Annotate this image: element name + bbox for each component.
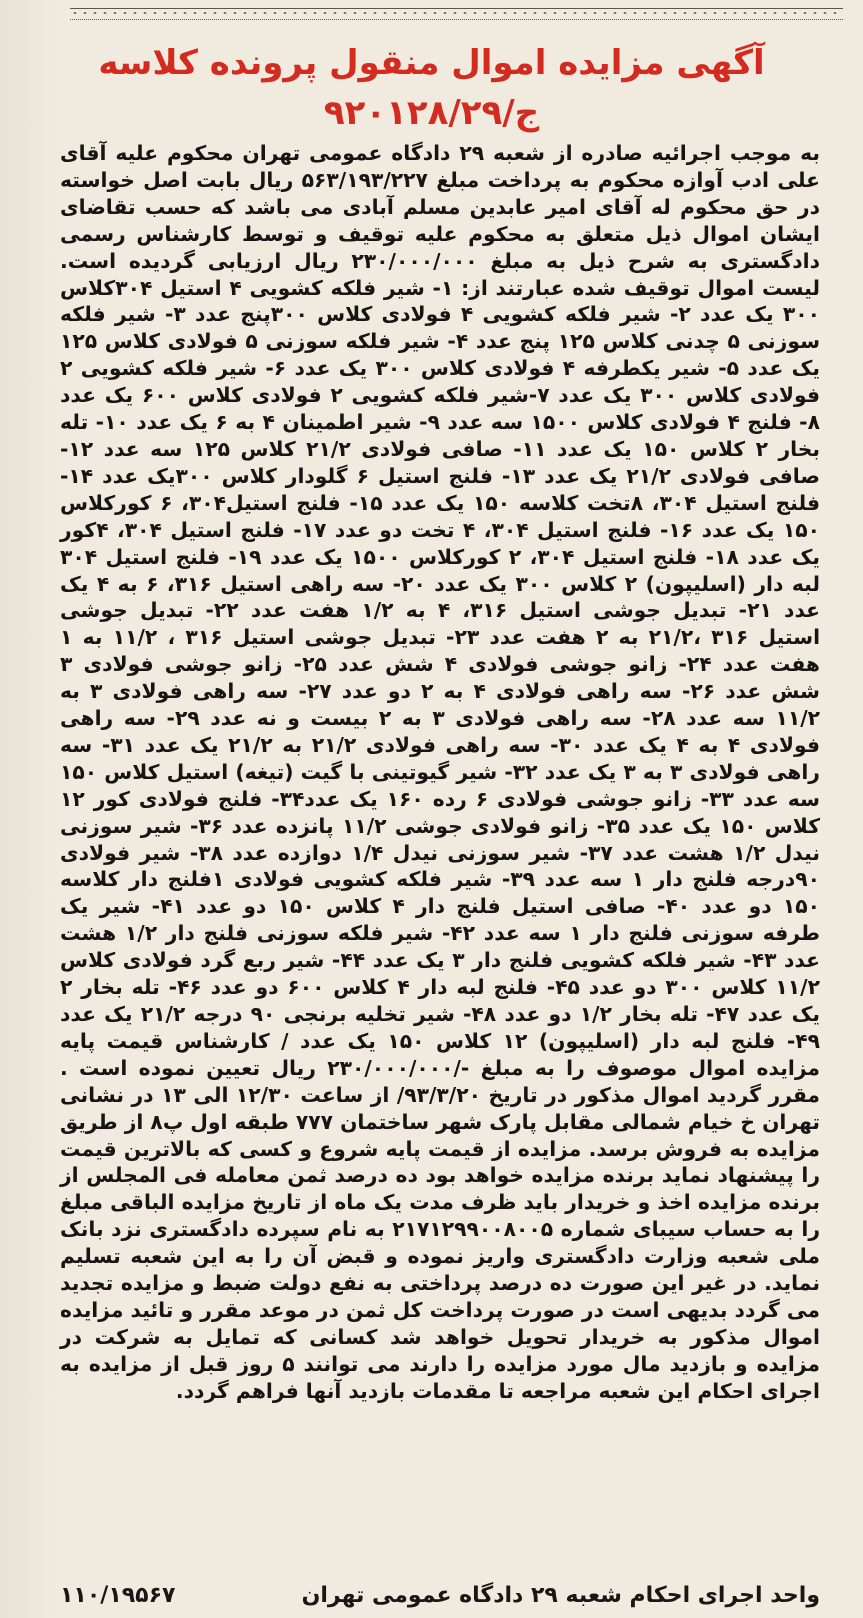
notice-title: آگهی مزایده اموال منقول پرونده کلاسه <box>98 43 765 83</box>
issuer-line: واحد اجرای احکام شعبه ۲۹ دادگاه عمومی تهران <box>301 1582 820 1608</box>
page-edge <box>0 0 58 1618</box>
notice-body: به موجب اجرائیه صادره از شعبه ۲۹ دادگاه عمومی تهران محکوم علیه آقای علی ادب آوازه محکوم به پرداخت مبلغ ۵۶۳/۱۹۳/۲۲۷ ریال بابت اصل خواسته در حق محکوم له آقای امیر عابدین مسلم آبادی می باشد که حسب تقاضای ایشان اموال ذیل متعلق به محکوم علیه توقیف و توسط کارشناس رسمی دادگستری به شرح ذیل به مبلغ ۲۳۰/۰۰۰/۰۰۰ ریال ارزیابی گردیده است. لیست اموال توقیف شده عبارتند از: ۱- شیر فلکه کشویی ۴ استیل ۳۰۴کلاس ۳۰۰ یک عدد ۲- شیر فلکه کشویی ۴ فولادی کلاس ۳۰۰پنج عدد ۳- شیر فلکه سوزنی ۵ چدنی کلاس ۱۲۵ پنج عدد ۴- شیر فلکه سوزنی ۵ فولادی کلاس ۱۲۵ یک عدد ۵- شیر یکطرفه ۴ فولادی کلاس ۳۰۰ یک عدد ۶- شیر فلکه کشویی ۲ فولادی کلاس ۳۰۰ یک عدد ۷-شیر فلکه کشویی ۲ فولادی کلاس ۶۰۰ یک عدد ۸- فلنج ۴ فولادی کلاس ۱۵۰۰ سه عدد ۹- شیر اطمینان ۴ به ۶ یک عدد ۱۰- تله بخار ۲ کلاس ۱۵۰ یک عدد ۱۱- صافی فولادی ۲۱/۲ کلاس ۱۲۵ سه عدد ۱۲- صافی فولادی ۲۱/۲ یک عدد ۱۳- فلنج استیل ۶ گلودار کلاس ۳۰۰یک عدد ۱۴- فلنج استیل ۳۰۴، ۸تخت کلاسه ۱۵۰ یک عدد ۱۵- فلنج استیل۳۰۴، ۶ کورکلاس ۱۵۰ یک عدد ۱۶- فلنج استیل ۳۰۴، ۴ تخت دو عدد ۱۷- فلنج استیل ۳۰۴، ۴کور یک عدد ۱۸- فلنج استیل ۳۰۴، ۲ کورکلاس ۱۵۰۰ یک عدد ۱۹- فلنج استیل ۳۰۴ لبه دار (اسلیپون) ۲ کلاس ۳۰۰ یک عدد ۲۰- سه راهی استیل ۳۱۶، ۶ به ۴ یک عدد ۲۱- تبدیل جوشی استیل ۳۱۶، ۴ به ۱/۲ هفت عدد ۲۲- تبدیل جوشی استیل ۳۱۶ ،۲۱/۲ به ۲ هفت عدد ۲۳- تبدیل جوشی استیل ۳۱۶ ، ۱۱/۲ به ۱ هفت عدد ۲۴- زانو جوشی فولادی ۴ شش عدد ۲۵- زانو جوشی فولادی ۳ شش عدد ۲۶- سه راهی فولادی ۴ به ۲ دو عدد ۲۷- سه راهی فولادی ۳ به ۱۱/۲ سه عدد ۲۸- سه راهی فولادی ۳ به ۲ بیست و نه عدد ۲۹- سه راهی فولادی ۴ به ۴ یک عدد ۳۰- سه راهی فولادی ۲۱/۲ به ۲۱/۲ یک عدد ۳۱- سه راهی فولادی ۳ به ۳ یک عدد ۳۲- شیر گیوتینی با گیت (تیغه) استیل کلاس ۱۵۰ سه عدد ۳۳- زانو جوشی فولادی ۶ رده ۱۶۰ یک عدد۳۴- فلنج فولادی کور ۱۲ کلاس ۱۵۰ یک عدد ۳۵- زانو فولادی جوشی ۱۱/۲ پانزده عدد ۳۶- شیر سوزنی نیدل ۱/۲ هشت عدد ۳۷- شیر سوزنی نیدل ۱/۴ دوازده عدد ۳۸- شیر فولادی ۹۰درجه فلنج دار ۱ سه عدد ۳۹- شیر فلکه کشویی فولادی ۱فلنج دار کلاسه ۱۵۰ دو عدد ۴۰- صافی استیل فلنج دار ۴ کلاس ۱۵۰ دو عدد ۴۱- شیر یک طرفه سوزنی فلنج دار ۱ سه عدد ۴۲- شیر فلکه سوزنی فلنج دار ۱/۲ هشت عدد ۴۳- شیر فلکه کشویی فلنج دار ۳ یک عدد ۴۴- شیر ربع گرد فولادی کلاس ۱۱/۲ کلاس ۳۰۰ دو عدد ۴۵- فلنج لبه دار ۴ کلاس ۶۰۰ دو عدد ۴۶- تله بخار ۲ یک عدد ۴۷- تله بخار ۱/۲ دو عدد ۴۸- شیر تخلیه برنجی ۹۰ درجه ۲۱/۲ یک عدد ۴۹- فلنج لبه دار (اسلیپون) ۱۲ کلاس ۱۵۰ یک عدد / کارشناس قیمت پایه مزایده اموال موصوف را به مبلغ -/۲۳۰/۰۰۰/۰۰۰ ریال تعیین نموده است . مقرر گردید اموال مذکور در تاریخ ۹۳/۳/۲۰/ از ساعت ۱۲/۳۰ الی ۱۳ در نشانی تهران خ خیام شمالی مقابل پارک شهر ساختمان ۷۷۷ طبقه اول پ۸ از طریق مزایده به فروش برسد. مزایده از قیمت پایه شروع و کسی که بالاترین قیمت را پیشنهاد نماید برنده مزایده خواهد بود ده درصد ثمن معامله فی المجلس از برنده مزایده اخذ و خریدار باید ظرف مدت یک ماه از تاریخ مزایده الباقی مبلغ را به حساب سیبای شماره ۲۱۷۱۲۹۹۰۰۸۰۰۵ به نام سپرده دادگستری نزد بانک ملی شعبه وزارت دادگستری واریز نموده و قبض آن را به این شعبه تسلیم نماید. در غیر این صورت ده درصد پرداختی به نفع دولت ضبط و مزایده تجدید می گردد بدیهی است در صورت پرداخت کل ثمن در موعد مقرر و تائید مزایده اموال مذکور به خریدار تحویل خواهد شد کسانی که تمایل به شرکت در مزایده و بازدید مال مورد مزایده را دارند می توانند ۵ روز قبل از مزایده به اجرای احکام این شعبه مراجعه تا مقدمات بازدید آنها فراهم گردد. <box>60 141 821 1403</box>
dotted-border <box>70 10 843 16</box>
notice-footer <box>60 1580 820 1610</box>
case-number: ج/۹۲۰۱۲۸/۲۹ <box>323 93 540 133</box>
reference-number: ۱۱۰/۱۹۵۶۷ <box>60 1582 176 1608</box>
